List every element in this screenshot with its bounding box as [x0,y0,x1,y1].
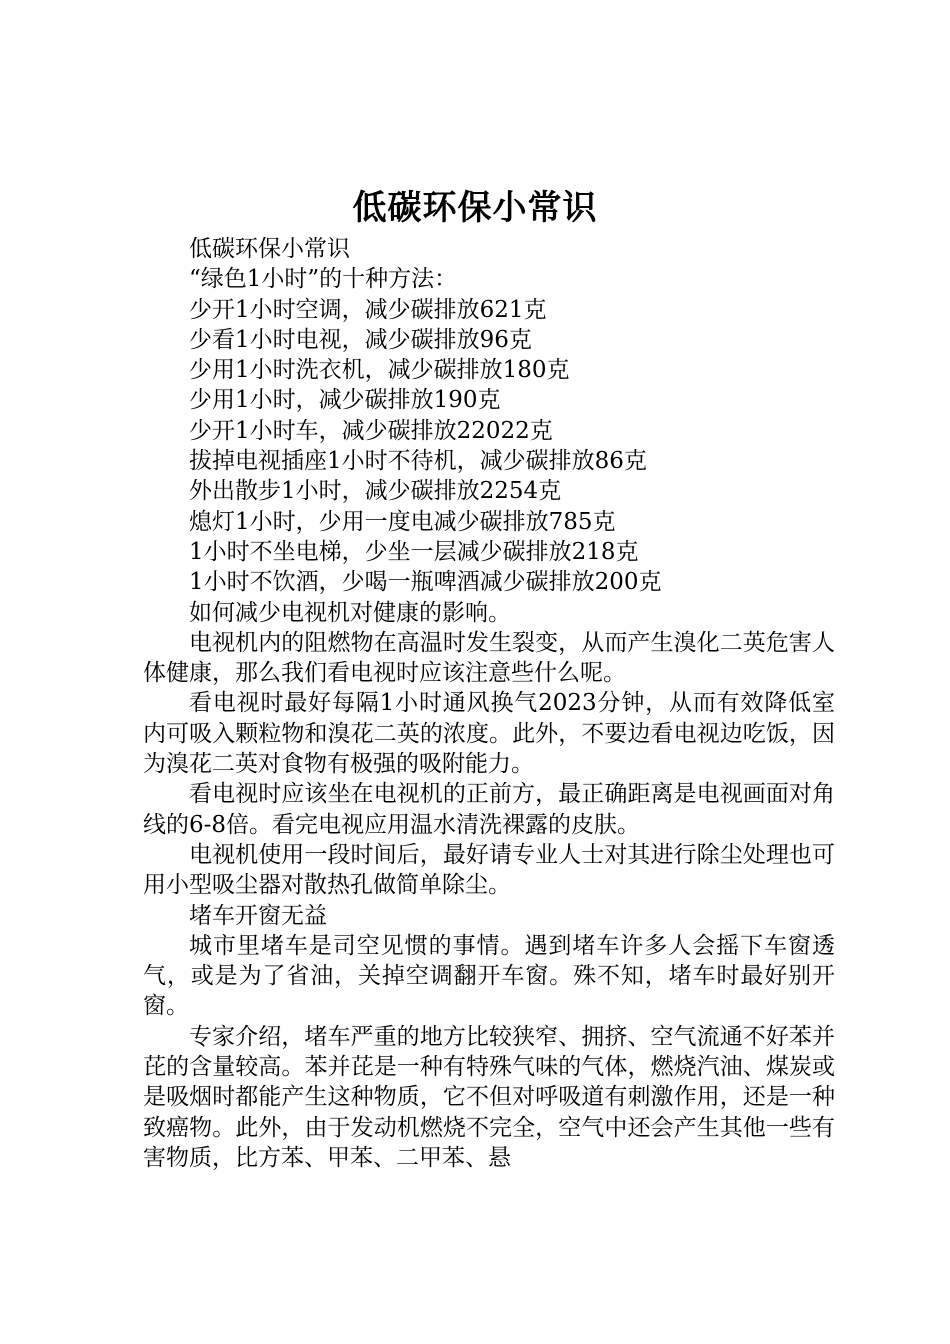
paragraph-method-1: 少开1小时空调，减少碳排放621克 [189,296,547,323]
paragraph-tv-2: 看电视时最好每隔1小时通风换气2023分钟，从而有效降低室内可吸入颗粒物和溴花二英的浓度。此外，不要边看电视边吃饭，因为溴花二英对食物有极强的吸附能力。 [143,690,835,778]
paragraph-method-9: 1小时不坐电梯，少坐一层减少碳排放218克 [189,538,639,565]
paragraph-methods-intro: “绿色1小时”的十种方法： [189,266,458,293]
paragraph-method-6: 拔掉电视插座1小时不待机，减少碳排放86克 [189,448,647,475]
document-body [143,234,835,1173]
paragraph-method-8: 熄灯1小时，少用一度电减少碳排放785克 [189,508,616,535]
paragraph-tv-3: 看电视时应该坐在电视机的正前方，最正确距离是电视画面对角线的6-8倍。看完电视应用温水清洗裸露的皮肤。 [143,781,835,838]
paragraph-traffic-1: 城市里堵车是司空见惯的事情。遇到堵车许多人会摇下车窗透气，或是为了省油，关掉空调翻开车窗。殊不知，堵车时最好别开窗。 [143,932,835,1020]
paragraph-heading: 低碳环保小常识 [189,236,350,262]
paragraph-method-3: 少用1小时洗衣机，减少碳排放180克 [189,357,570,384]
paragraph-method-2: 少看1小时电视，减少碳排放96克 [189,326,532,353]
paragraph-tv-4: 电视机使用一段时间后，最好请专业人士对其进行除尘处理也可用小型吸尘器对散热孔做简单除尘。 [143,841,835,899]
paragraph-traffic-2: 专家介绍，堵车严重的地方比较狭窄、拥挤、空气流通不好苯并芘的含量较高。苯并芘是一种有特殊气味的气体，燃烧汽油、煤炭或是吸烟时都能产生这种物质，它不但对呼吸道有刺激作用，还是一种致癌物。此外，由于发动机燃烧不完全，空气中还会产生其他一些有害物质，比方苯、甲苯、二甲苯、悬 [143,1023,835,1171]
paragraph-method-4: 少用1小时，减少碳排放190克 [189,387,501,414]
paragraph-tv-1: 电视机内的阻燃物在高温时发生裂变，从而产生溴化二英危害人体健康，那么我们看电视时应该注意些什么呢。 [143,629,835,687]
paragraph-method-5: 少开1小时车，减少碳排放22022克 [189,417,553,444]
paragraph-method-7: 外出散步1小时，减少碳排放2254克 [189,478,562,505]
paragraph-traffic-heading: 堵车开窗无益 [189,902,327,929]
document-title: 低碳环保小常识 [352,188,598,228]
paragraph-method-10: 1小时不饮酒，少喝一瓶啤酒减少碳排放200克 [189,569,662,596]
paragraph-tv-heading: 如何减少电视机对健康的影响。 [189,599,511,626]
